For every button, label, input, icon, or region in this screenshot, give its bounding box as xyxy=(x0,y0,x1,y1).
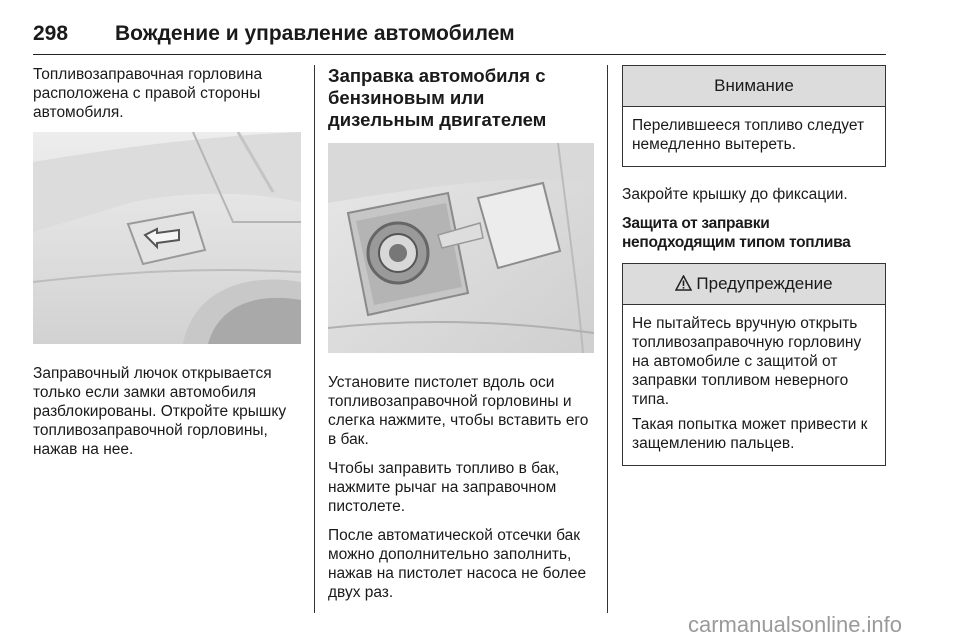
page-number: 298 xyxy=(33,22,69,45)
watermark: carmanualsonline.info xyxy=(688,612,903,637)
column-divider xyxy=(314,65,315,613)
section-heading: Заправка автомобиля с бензиновым или дизельным двигателем xyxy=(328,65,547,130)
warning-box xyxy=(622,263,886,466)
intro-text: Топливозаправочная горловина расположена с правой стороны автомобиля. xyxy=(33,66,263,121)
paragraph-insert-nozzle: Установите пистолет вдоль оси топливозаправочной горловины и слегка нажмите, чтобы вставить его в бак. xyxy=(328,374,589,448)
attention-title: Внимание xyxy=(623,66,885,107)
warning-header xyxy=(623,264,885,305)
paragraph-press-lever: Чтобы заправить топливо в бак, нажмите рычаг на заправочном пистолете. xyxy=(328,460,560,515)
fuel-door-text: Заправочный лючок открывается только если замки автомобиля разблокированы. Откройте крышку топливозаправочной горловины, нажав на нее. xyxy=(33,365,287,458)
column-middle xyxy=(328,65,594,612)
fuel-door-illustration xyxy=(33,132,301,344)
warning-triangle-icon xyxy=(675,275,692,291)
filler-neck-illustration xyxy=(328,143,594,353)
warning-title: Предупреждение xyxy=(696,274,833,293)
column-right xyxy=(622,65,886,480)
attention-text: Перелившееся топливо следует немедленно вытереть. xyxy=(632,117,865,153)
paragraph-top-off: После автоматической отсечки бак можно дополнительно заполнить, нажав на пистолет насоса не более двух раз. xyxy=(328,527,587,601)
warning-text-2: Такая попытка может привести к защемлению пальцев. xyxy=(632,416,868,452)
page-header xyxy=(33,20,886,55)
column-left xyxy=(33,65,301,469)
attention-box xyxy=(622,65,886,167)
column-divider xyxy=(607,65,608,613)
protection-heading: Защита от заправки неподходящим типом топлива xyxy=(622,215,851,251)
page-title: Вождение и управление автомобилем xyxy=(115,22,515,45)
close-cap-text: Закройте крышку до фиксации. xyxy=(622,186,848,203)
warning-text: Не пытайтесь вручную открыть топливозаправочную горловину на автомобиле с защитой от заправки топливом неверного типа. xyxy=(632,315,862,408)
